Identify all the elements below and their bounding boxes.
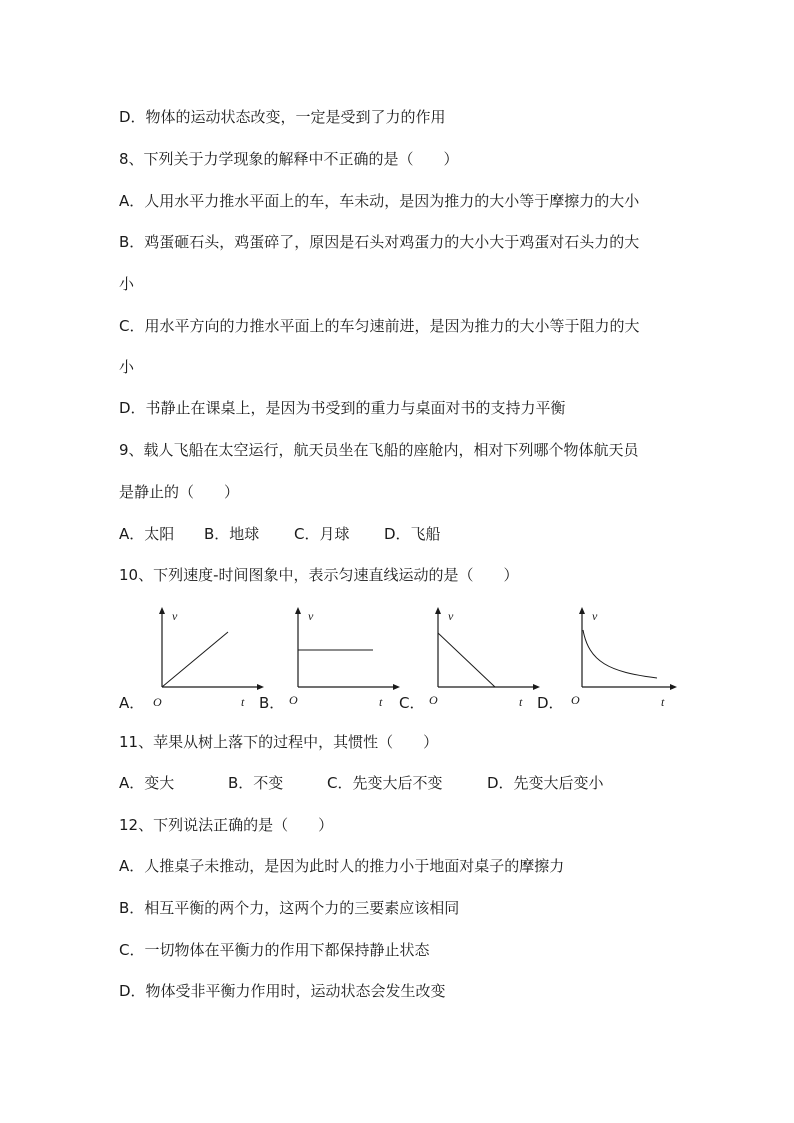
question-12-option-c: C．一切物体在平衡力的作用下都保持静止状态 bbox=[119, 941, 430, 959]
question-8-option-c-line1: C．用水平方向的力推水平面上的车匀速前进，是因为推力的大小等于阻力的大 bbox=[119, 317, 640, 335]
question-7-option-d: D．物体的运动状态改变，一定是受到了力的作用 bbox=[119, 108, 446, 126]
graph-a-rising-line bbox=[162, 632, 228, 687]
graph-a-letter: A． bbox=[119, 694, 145, 712]
graph-b-letter: B． bbox=[259, 694, 285, 712]
graph-d-v-label: v bbox=[592, 609, 598, 623]
question-10-graphs bbox=[119, 600, 689, 715]
question-11-options bbox=[119, 773, 604, 793]
graph-b bbox=[281, 600, 401, 715]
question-12-option-d: D．物体受非平衡力作用时，运动状态会发生改变 bbox=[119, 982, 446, 1000]
question-9-option-d: D．飞船 bbox=[384, 525, 441, 543]
graph-b-t-label: t bbox=[379, 695, 383, 709]
question-8-option-d: D．书静止在课桌上，是因为书受到的重力与桌面对书的支持力平衡 bbox=[119, 399, 566, 417]
question-12-option-a: A．人推桌子未推动，是因为此时人的推力小于地面对桌子的摩擦力 bbox=[119, 857, 565, 875]
graph-c bbox=[421, 600, 541, 715]
question-12-stem: 12、下列说法正确的是（ ） bbox=[119, 816, 334, 834]
question-8-option-a: A．人用水平力推水平面上的车，车未动，是因为推力的大小等于摩擦力的大小 bbox=[119, 192, 640, 210]
question-11-option-d: D．先变大后变小 bbox=[487, 774, 604, 792]
graph-a-v-label: v bbox=[172, 609, 178, 623]
question-9-option-b: B．地球 bbox=[204, 525, 260, 543]
graph-b-v-label: v bbox=[308, 609, 314, 623]
graph-d-t-label: t bbox=[661, 695, 665, 709]
question-9-stem-line2: 是静止的（ ） bbox=[119, 483, 240, 501]
graph-c-t-label: t bbox=[519, 695, 523, 709]
graph-d bbox=[565, 600, 685, 715]
graph-d-letter: D． bbox=[537, 694, 564, 712]
question-11-option-c: C．先变大后不变 bbox=[327, 774, 443, 792]
question-8-option-c-line2: 小 bbox=[119, 358, 135, 376]
graph-d-decay-curve bbox=[583, 630, 657, 678]
graph-c-falling-line bbox=[438, 633, 495, 687]
question-8-stem: 8、下列关于力学现象的解释中不正确的是（ ） bbox=[119, 150, 459, 168]
graph-b-origin-label: O bbox=[289, 693, 298, 707]
question-8-option-b-line2: 小 bbox=[119, 275, 135, 293]
graph-c-letter: C． bbox=[399, 694, 425, 712]
graph-a bbox=[145, 600, 265, 715]
question-11-option-b: B．不变 bbox=[228, 774, 284, 792]
question-10-stem: 10、下列速度-时间图象中，表示匀速直线运动的是（ ） bbox=[119, 566, 519, 584]
graph-a-origin-label: O bbox=[153, 695, 162, 709]
question-9-option-a: A．太阳 bbox=[119, 525, 175, 543]
question-11-stem: 11、苹果从树上落下的过程中，其惯性（ ） bbox=[119, 733, 439, 751]
graph-c-origin-label: O bbox=[429, 693, 438, 707]
graph-a-t-label: t bbox=[241, 695, 245, 709]
question-9-option-c: C．月球 bbox=[294, 525, 350, 543]
question-9-stem-line1: 9、载人飞船在太空运行，航天员坐在飞船的座舱内，相对下列哪个物体航天员 bbox=[119, 441, 639, 459]
graph-c-v-label: v bbox=[448, 609, 454, 623]
question-9-options bbox=[119, 524, 441, 544]
question-11-option-a: A．变大 bbox=[119, 774, 175, 792]
question-12-option-b: B．相互平衡的两个力，这两个力的三要素应该相同 bbox=[119, 899, 460, 917]
question-8-option-b-line1: B．鸡蛋砸石头，鸡蛋碎了，原因是石头对鸡蛋力的大小大于鸡蛋对石头力的大 bbox=[119, 233, 640, 251]
graph-d-origin-label: O bbox=[571, 693, 580, 707]
